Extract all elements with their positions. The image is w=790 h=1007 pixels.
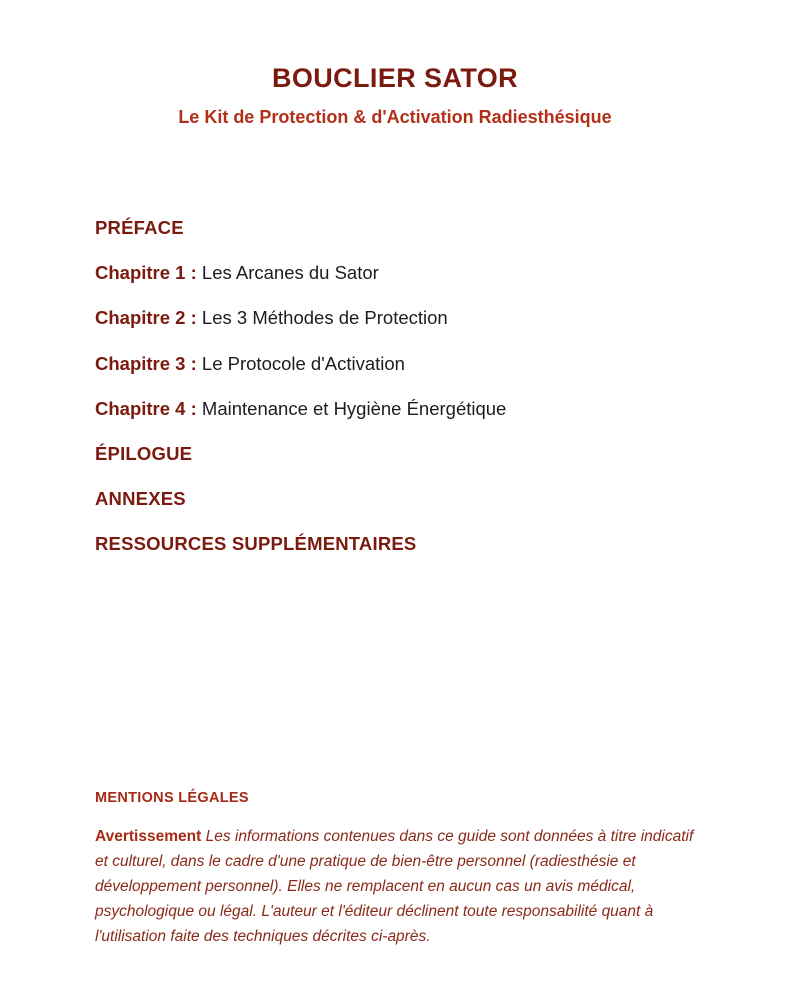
toc-item-chapter-title: Maintenance et Hygiène Énergétique bbox=[201, 397, 507, 419]
toc-item-chapitre-2[interactable] bbox=[95, 307, 790, 329]
title-toc-spacer bbox=[0, 129, 790, 217]
toc-item-epilogue[interactable] bbox=[95, 443, 790, 465]
toc-item-ressources-supplementaires[interactable] bbox=[95, 533, 790, 555]
table-of-contents bbox=[0, 217, 790, 556]
toc-item-preface[interactable] bbox=[95, 217, 790, 239]
toc-item-chapitre-3[interactable] bbox=[95, 353, 790, 375]
toc-item-label: PRÉFACE bbox=[95, 216, 184, 238]
legal-notice-body bbox=[95, 824, 705, 950]
toc-item-chapter-label: Chapitre 2 : bbox=[95, 307, 197, 329]
toc-item-chapter-label: Chapitre 3 : bbox=[95, 352, 197, 374]
toc-item-chapter-title: Les Arcanes du Sator bbox=[201, 262, 379, 284]
toc-item-label: ÉPILOGUE bbox=[95, 442, 193, 464]
legal-notice-text: Les informations contenues dans ce guide sont données à titre indicatif et culturel, dans le cadre d'une pratique de bien-être personnel (radiesthésie et développement personnel). Elles ne remplacent en aucun cas un avis médical, psychologique ou légal. L'auteur et l'éditeur déclinent toute responsabilité quant à l'utilisation faite des techniques décrites ci-après. bbox=[95, 828, 694, 946]
toc-item-chapter-label: Chapitre 4 : bbox=[95, 397, 197, 419]
legal-notice-heading: MENTIONS LÉGALES bbox=[95, 790, 249, 806]
page-title: BOUCLIER SATOR bbox=[271, 63, 519, 93]
page-subtitle: Le Kit de Protection & d'Activation Radiesthésique bbox=[178, 107, 612, 128]
toc-item-label: RESSOURCES SUPPLÉMENTAIRES bbox=[95, 533, 417, 555]
toc-item-chapter-title: Le Protocole d'Activation bbox=[201, 352, 405, 374]
title-block bbox=[0, 0, 790, 129]
toc-item-label: ANNEXES bbox=[95, 488, 186, 510]
legal-notice-block bbox=[95, 790, 705, 950]
toc-item-annexes[interactable] bbox=[95, 488, 790, 510]
legal-notice-lead: Avertissement bbox=[95, 828, 202, 845]
toc-item-chapitre-4[interactable] bbox=[95, 398, 790, 420]
toc-item-chapter-title: Les 3 Méthodes de Protection bbox=[201, 307, 448, 329]
toc-item-chapter-label: Chapitre 1 : bbox=[95, 262, 197, 284]
toc-item-chapitre-1[interactable] bbox=[95, 262, 790, 284]
